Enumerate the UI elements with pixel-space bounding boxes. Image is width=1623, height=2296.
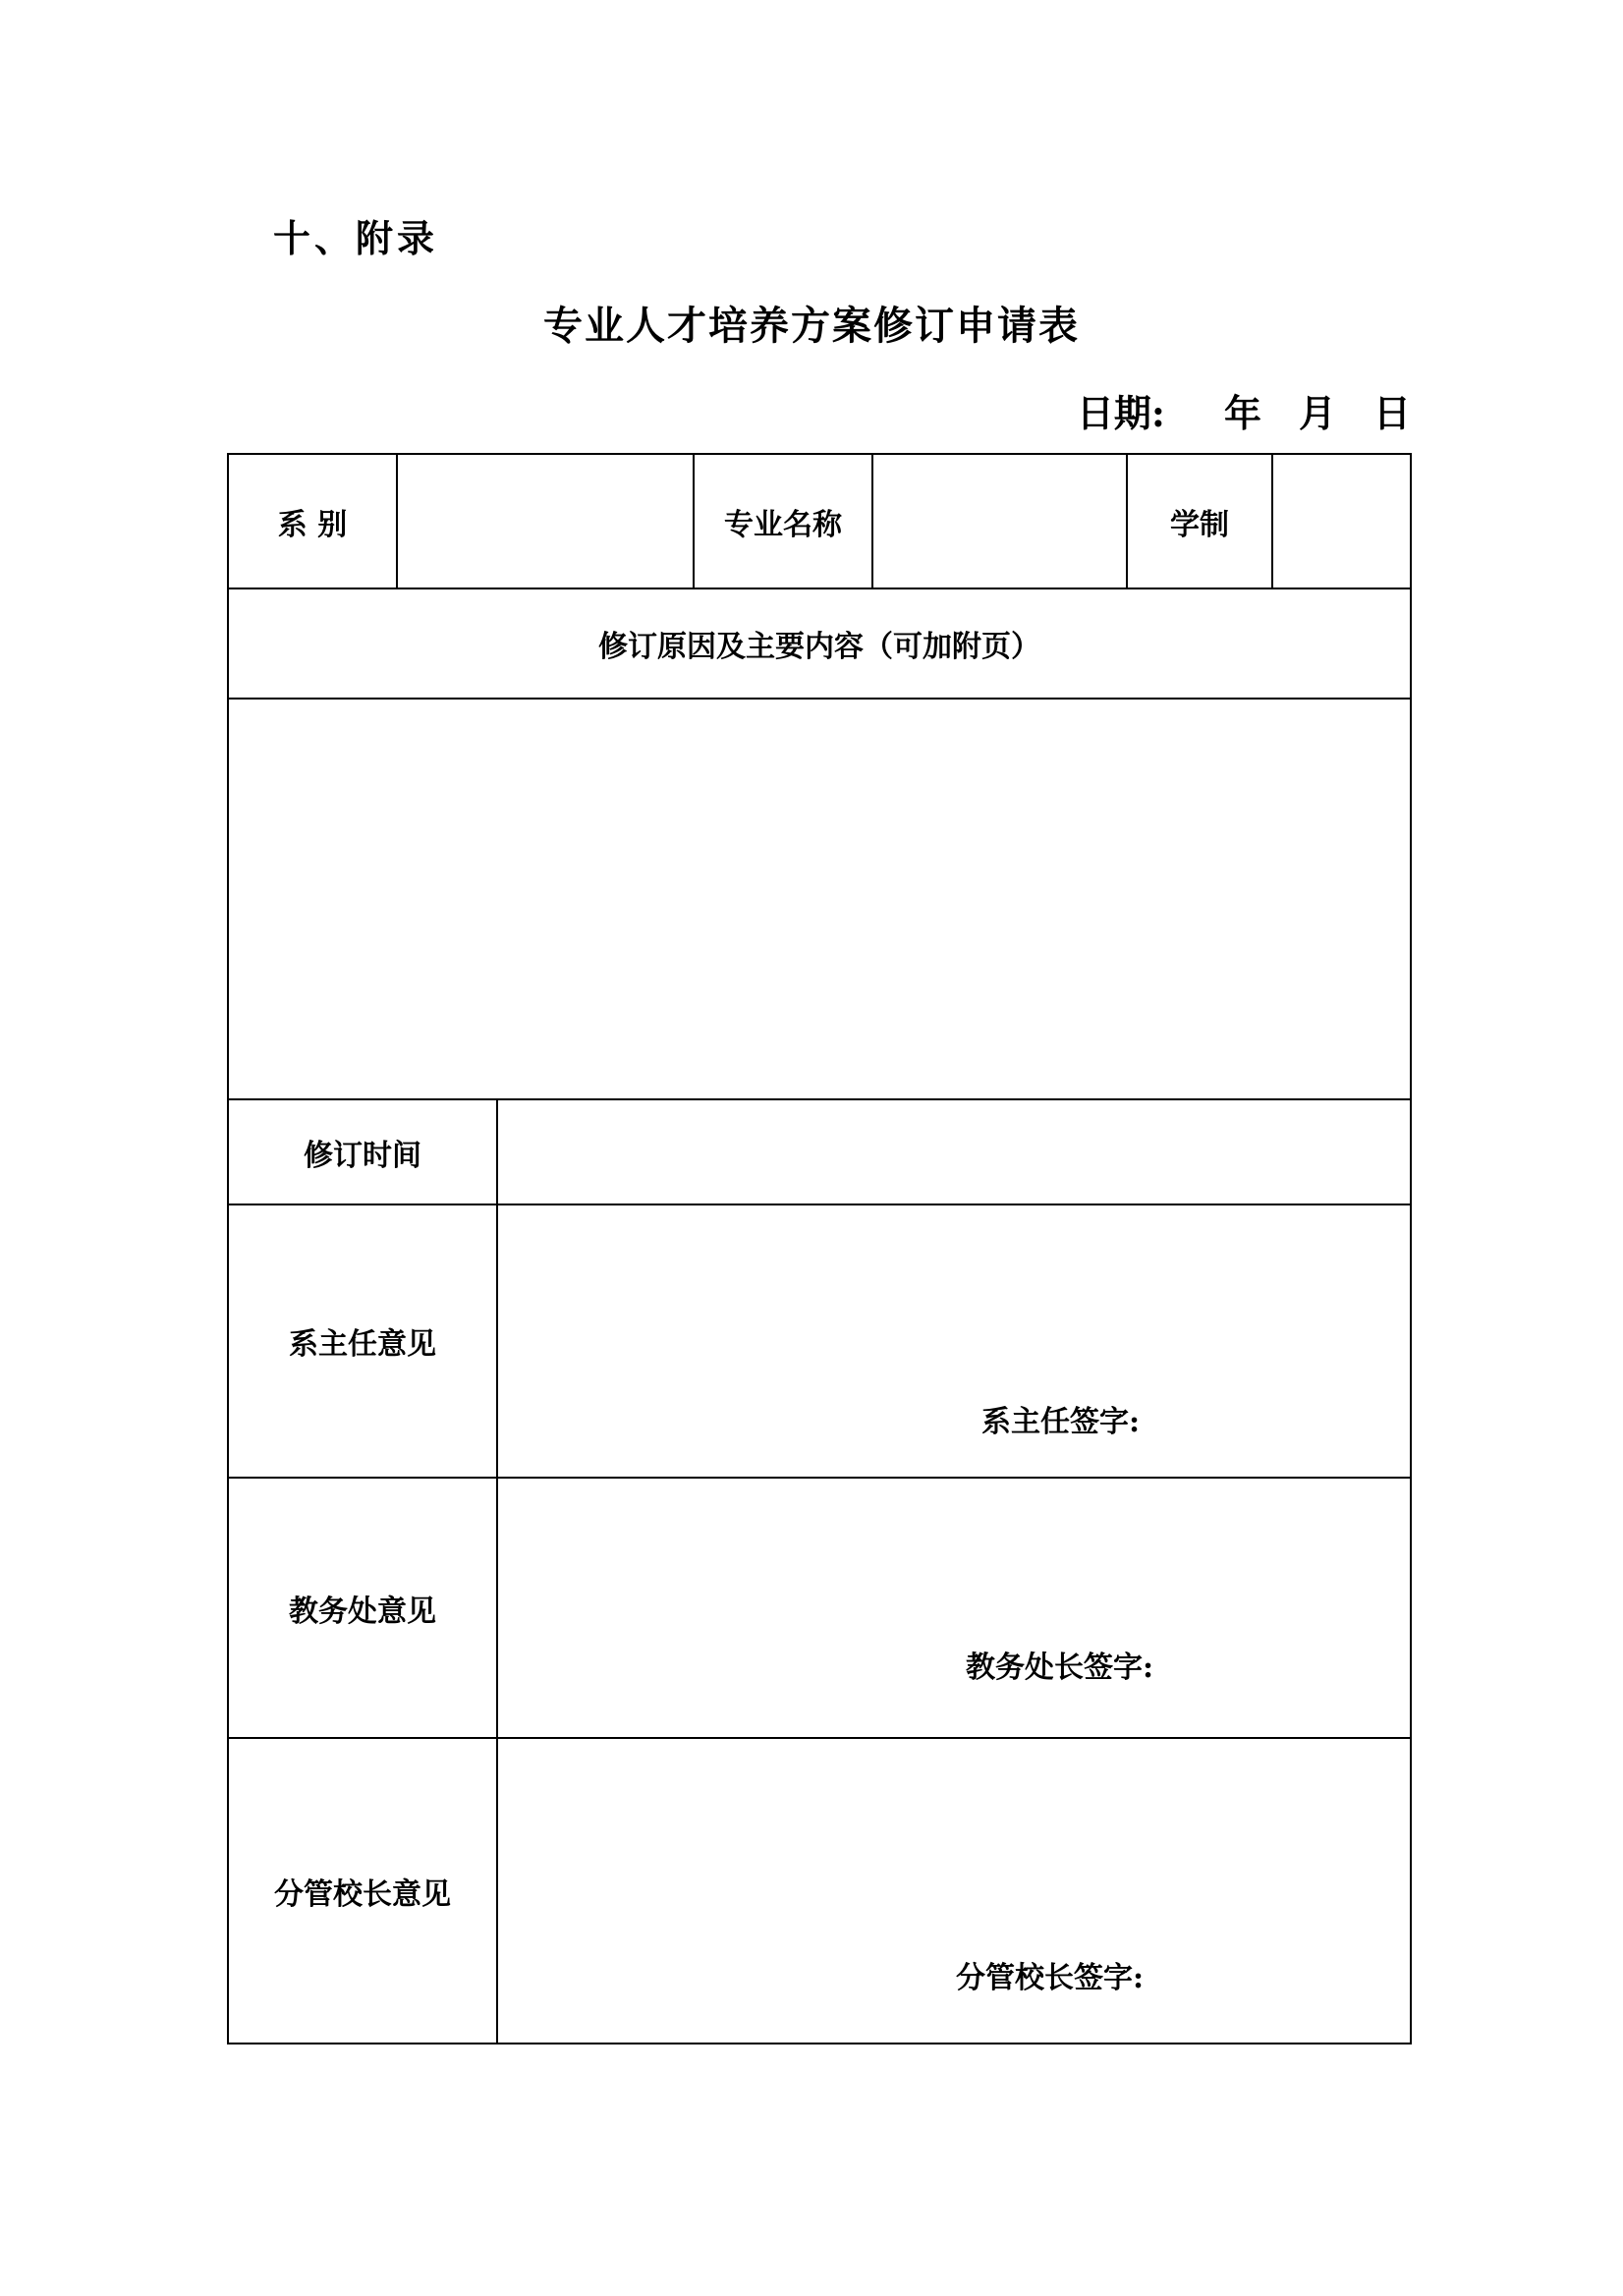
section-heading: 十、附录 (273, 216, 439, 260)
vice-president-signature-label: 分管校长签字: (956, 1961, 1145, 1995)
form-title: 专业人才培养方案修订申请表 (543, 303, 1080, 349)
revision-time-label: 修订时间 (228, 1099, 497, 1204)
reason-header: 修订原因及主要内容（可加附页） (228, 588, 1411, 699)
department-field[interactable] (397, 454, 694, 588)
dept-head-signature-label: 系主任签字: (981, 1405, 1141, 1439)
duration-label: 学制 (1127, 454, 1272, 588)
academic-affairs-opinion-label: 教务处意见 (228, 1478, 497, 1738)
dept-head-opinion-label: 系主任意见 (228, 1204, 497, 1478)
revision-time-field[interactable] (497, 1099, 1411, 1204)
date-line (1077, 383, 1411, 437)
academic-affairs-opinion-field[interactable] (497, 1478, 1411, 1738)
revision-application-form (227, 453, 1412, 2044)
major-name-label: 专业名称 (694, 454, 872, 588)
date-month-label: 月 (1298, 391, 1336, 435)
date-label: 日期: (1076, 391, 1165, 435)
dept-head-opinion-field[interactable] (497, 1204, 1411, 1478)
reason-content-field[interactable] (228, 699, 1411, 1099)
department-label: 系 别 (228, 454, 397, 588)
major-name-field[interactable] (872, 454, 1127, 588)
vice-president-opinion-label: 分管校长意见 (228, 1738, 497, 2044)
duration-field[interactable] (1272, 454, 1411, 588)
date-year-label: 年 (1223, 391, 1261, 435)
vice-president-opinion-field[interactable] (497, 1738, 1411, 2044)
academic-affairs-signature-label: 教务处长签字: (966, 1651, 1154, 1685)
date-day-label: 日 (1372, 391, 1411, 435)
